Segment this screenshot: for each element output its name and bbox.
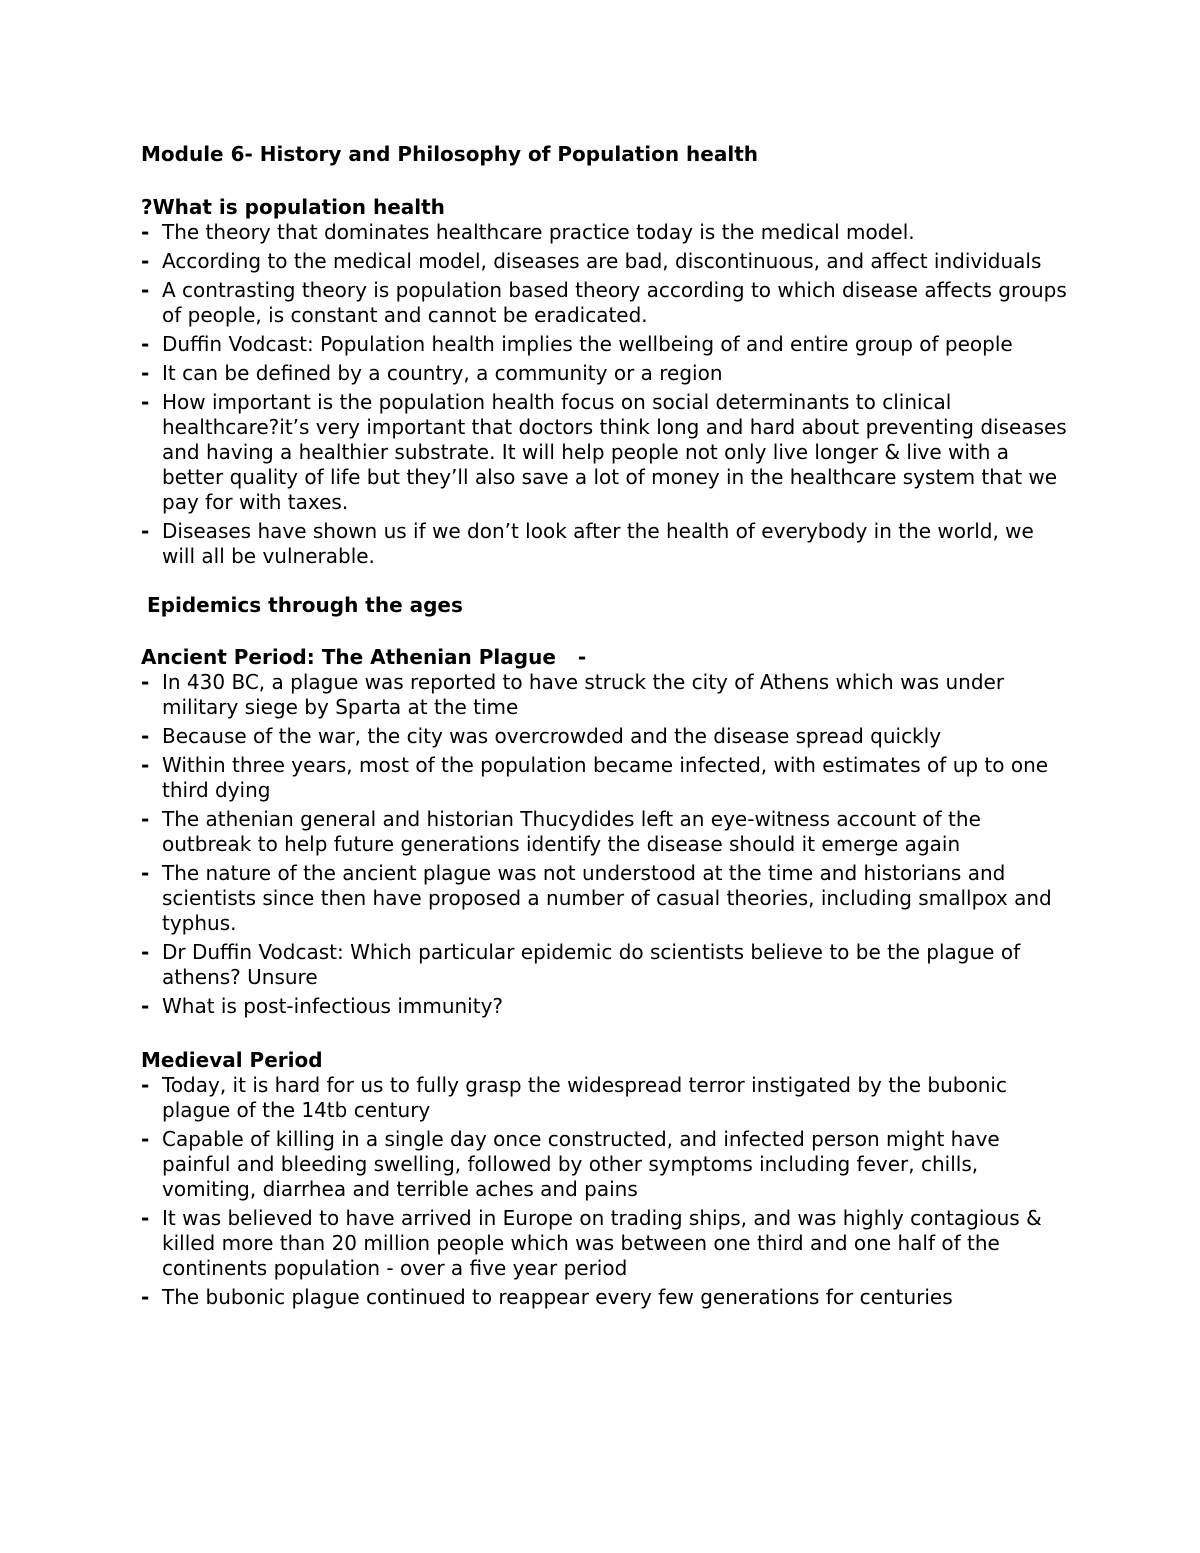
ancient-period-heading-dash: - bbox=[577, 645, 587, 669]
list-item: - The bubonic plague continued to reappear every few generations for centuries bbox=[141, 1285, 1071, 1310]
bullet-list-medieval-period bbox=[141, 1073, 1071, 1310]
list-item: - It can be defined by a country, a community or a region bbox=[141, 361, 1071, 386]
list-item: - In 430 BC, a plague was reported to have struck the city of Athens which was under military siege by Sparta at the time bbox=[141, 670, 1071, 720]
list-item: - What is post-infectious immunity? bbox=[141, 994, 1071, 1019]
bullet-list-population-health bbox=[141, 220, 1071, 569]
list-item: - Because of the war, the city was overcrowded and the disease spread quickly bbox=[141, 724, 1071, 749]
list-item: - It was believed to have arrived in Europe on trading ships, and was highly contagious & killed more than 20 million people which was between one third and one half of the continents population - over a five year period bbox=[141, 1206, 1071, 1281]
list-item: - The nature of the ancient plague was not understood at the time and historians and scientists since then have proposed a number of casual theories, including smallpox and typhus. bbox=[141, 861, 1071, 936]
list-item: - How important is the population health focus on social determinants to clinical healthcare?it’s very important that doctors think long and hard about preventing diseases and having a healthier substrate. It will help people not only live longer & live with a better quality of life but they’ll also save a lot of money in the healthcare system that we pay for with taxes. bbox=[141, 390, 1071, 515]
list-item: - The athenian general and historian Thucydides left an eye-witness account of the outbreak to help future generations identify the disease should it emerge again bbox=[141, 807, 1071, 857]
bullet-list-ancient-period bbox=[141, 670, 1071, 1019]
list-item: - Today, it is hard for us to fully grasp the widespread terror instigated by the bubonic plague of the 14tb century bbox=[141, 1073, 1071, 1123]
section-heading-medieval-period: Medieval Period bbox=[141, 1048, 323, 1072]
spacer bbox=[141, 1023, 1071, 1047]
list-item: - Within three years, most of the population became infected, with estimates of up to one third dying bbox=[141, 753, 1071, 803]
list-item: - The theory that dominates healthcare practice today is the medical model. bbox=[141, 220, 1071, 245]
list-item: - Diseases have shown us if we don’t look after the health of everybody in the world, we will all be vulnerable. bbox=[141, 519, 1071, 569]
epidemics-title: Epidemics through the ages bbox=[147, 593, 463, 617]
ancient-period-heading-text: Ancient Period: The Athenian Plague bbox=[141, 645, 556, 669]
list-item: - A contrasting theory is population based theory according to which disease affects groups of people, is constant and cannot be eradicated. bbox=[141, 278, 1071, 328]
section-heading-population-health: ?What is population health bbox=[141, 195, 445, 219]
section-heading-ancient-period bbox=[141, 644, 1071, 670]
list-item: - According to the medical model, diseases are bad, discontinuous, and affect individuals bbox=[141, 249, 1071, 274]
document-title: Module 6- History and Philosophy of Population health bbox=[141, 142, 759, 166]
document-page bbox=[141, 141, 1071, 1314]
list-item: - Capable of killing in a single day once constructed, and infected person might have painful and bleeding swelling, followed by other symptoms including fever, chills, vomiting, diarrhea and terrible aches and pains bbox=[141, 1127, 1071, 1202]
list-item: - Dr Duffin Vodcast: Which particular epidemic do scientists believe to be the plague of athens? Unsure bbox=[141, 940, 1071, 990]
list-item: - Duffin Vodcast: Population health implies the wellbeing of and entire group of people bbox=[141, 332, 1071, 357]
